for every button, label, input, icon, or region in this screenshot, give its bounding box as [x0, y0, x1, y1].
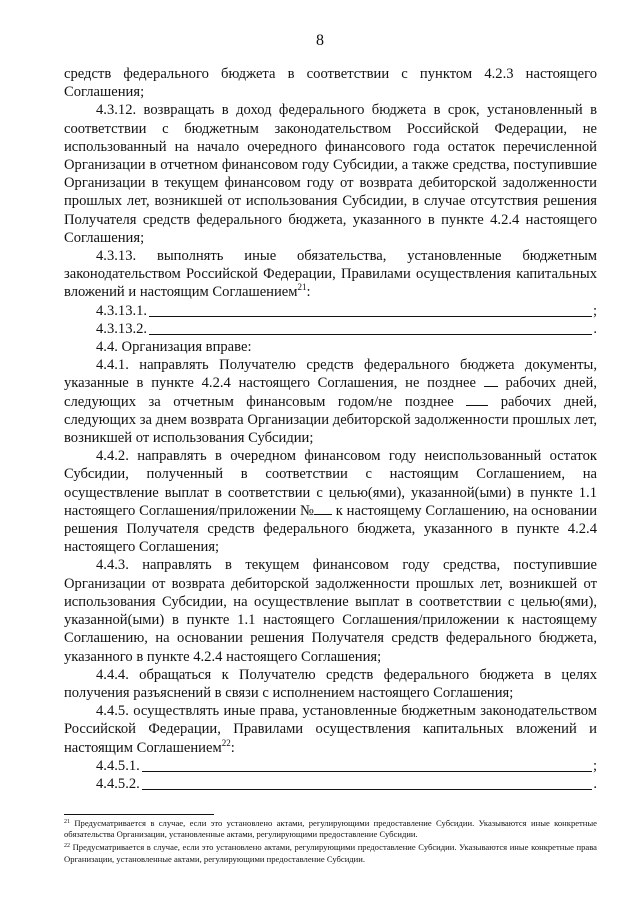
- footnote-21: [64, 818, 597, 840]
- footnote-text: Предусматривается в случае, если это установлено актами, регулирующими предоставление Субсидии. Указываются иные конкретные права Организации, установленные актами, регулирующими предоставление Субсидии.: [64, 842, 597, 864]
- paragraph-text: к настоящему Соглашению, на основании решения Получателя средств федерального бюджета, указанного в пункте 4.2.4 настоящего Соглашения;: [64, 502, 597, 556]
- item-end-punct: ;: [592, 302, 597, 319]
- document-body: [64, 65, 597, 793]
- item-end-punct: .: [593, 320, 597, 337]
- paragraph-4-4-3: [64, 556, 597, 665]
- item-label: 4.3.13.1.: [96, 302, 148, 319]
- paragraph-tail: :: [230, 739, 235, 756]
- paragraph-text: средств федерального бюджета в соответствии с пунктом 4.2.3 настоящего Соглашения;: [64, 66, 597, 101]
- paragraph-text: 4.4.1. направлять Получателю средств федерального бюджета документы, указанные в пункте 4.2.4 настоящего Соглашения, не позднее: [64, 357, 597, 392]
- fill-in-line: [149, 303, 592, 317]
- paragraph-text: 4.4. Организация вправе:: [96, 339, 252, 356]
- paragraph-4-4: [64, 338, 597, 356]
- fill-in-blank: [466, 394, 488, 406]
- footnote-ref-21: 21: [297, 282, 307, 293]
- fill-in-blank: [314, 503, 332, 515]
- blank-item-4-3-13-2: [64, 320, 597, 338]
- paragraph-text: рабочих дней, следующих за отчетным финансовым годом/не позднее: [64, 375, 597, 410]
- paragraph-4-4-5: [64, 702, 597, 757]
- item-label: 4.4.5.2.: [96, 775, 140, 792]
- paragraph-text: 4.4.2. направлять в очередном финансовом году неиспользованный остаток Субсидии, полученный в соответствии с настоящим Соглашением, на осуществление выплат в соответствии с целью(ями), указанной(ыми) в пункте 1.1 настоящего Соглашения/приложении №: [64, 448, 597, 519]
- item-end-punct: ;: [592, 757, 597, 774]
- footnote-number: 22: [64, 843, 70, 850]
- fill-in-line: [142, 758, 592, 772]
- page-number: 8: [316, 32, 324, 49]
- paragraph-text: 4.3.12. возвращать в доход федерального бюджета в срок, установленный в соответствии с бюджетным законодательством Российской Федерации, не использованный на начало очередного финансового года остаток перечисленной Организации в отчетном финансовом году Субсидии, а также средства, поступившие Организации в текущем финансовом году от возврата дебиторской задолженности прошлых лет, возникшей от использования Субсидии, в случае отсутствия решения Получателя средств федерального бюджета, указанного в пункте 4.2.4 настоящего Соглашения;: [64, 102, 597, 246]
- fill-in-line: [142, 776, 593, 790]
- paragraph-continuation: [64, 65, 597, 101]
- paragraph-4-4-1: [64, 356, 597, 447]
- paragraph-text: 4.4.5. осуществлять иные права, установленные бюджетным законодательством Российской Федерации, Правилами осуществления капитальных вложений и настоящим Соглашением: [64, 703, 597, 756]
- footnote-text: Предусматривается в случае, если это установлено актами, регулирующими предоставление Субсидии. Указываются иные конкретные обязательства Организации, установленные актами, регулирующими предоставление Субсидии.: [64, 818, 597, 840]
- footnote-ref-22: 22: [221, 737, 231, 748]
- paragraph-tail: :: [306, 284, 311, 301]
- footnotes: [64, 818, 597, 867]
- paragraph-4-4-2: [64, 447, 597, 556]
- item-end-punct: .: [593, 775, 597, 792]
- paragraph-text: рабочих дней, следующих за днем возврата Организации дебиторской задолженности прошлых лет, возникшей от использования Субсидии;: [64, 393, 597, 447]
- paragraph-text: 4.3.13. выполнять иные обязательства, установленные бюджетным законодательством Российской Федерации, Правилами осуществления капитальных вложений и настоящим Соглашением: [64, 248, 597, 301]
- paragraph-text: 4.4.3. направлять в текущем финансовом году средства, поступившие Организации от возврата дебиторской задолженности прошлых лет, возникшей от использования Субсидии, на осуществление выплат в соответствии с целью(ями), указанной(ыми) в пункте 1.1 настоящего Соглашения/приложении к настоящему Соглашению, на основании решения Получателя средств федерального бюджета, указанного в пункте 4.2.4 настоящего Соглашения;: [64, 557, 597, 665]
- item-label: 4.3.13.2.: [96, 320, 148, 337]
- footnote-number: 21: [64, 819, 70, 825]
- blank-item-4-4-5-2: [64, 775, 597, 793]
- paragraph-text: 4.4.4. обращаться к Получателю средств федерального бюджета в целях получения разъяснений в связи с исполнением настоящего Соглашения;: [64, 666, 597, 701]
- footnote-separator: [64, 814, 214, 815]
- footnote-22: [64, 842, 597, 864]
- blank-item-4-4-5-1: [64, 757, 597, 775]
- paragraph-4-4-4: [64, 666, 597, 702]
- fill-in-line: [149, 321, 592, 335]
- blank-item-4-3-13-1: [64, 302, 597, 320]
- paragraph-4-3-13: [64, 247, 597, 302]
- item-label: 4.4.5.1.: [96, 757, 140, 774]
- paragraph-4-3-12: [64, 101, 597, 247]
- fill-in-blank: [484, 375, 498, 387]
